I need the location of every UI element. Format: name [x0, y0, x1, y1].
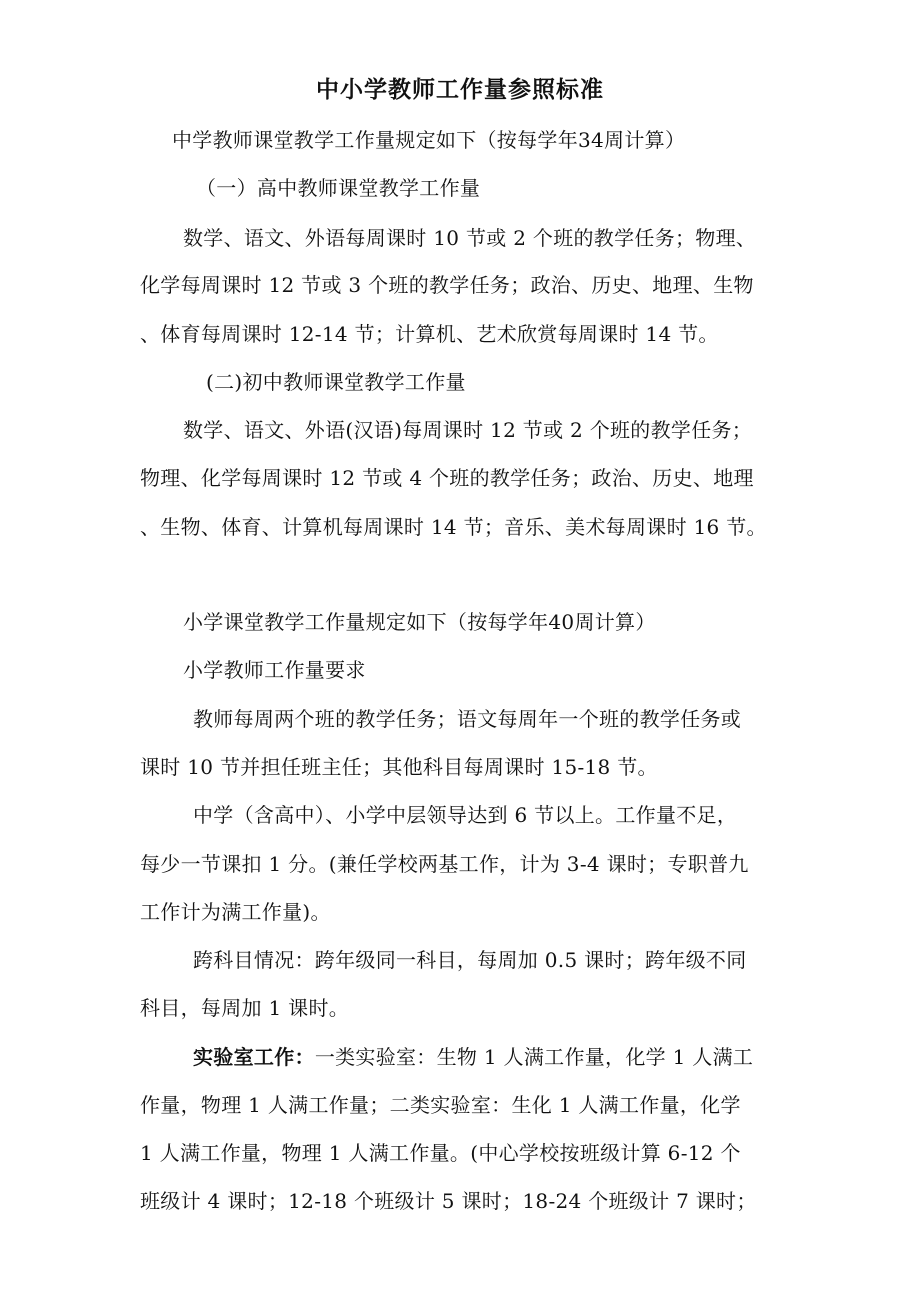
junior-school-line-3: 、生物、体育、计算机每周课时 14 节；音乐、美术每周课时 16 节。: [140, 515, 767, 539]
high-school-line-2: 化学每周课时 12 节或 3 个班的教学任务；政治、历史、地理、生物: [140, 273, 754, 297]
primary-school-heading: 小学教师工作量要求: [183, 658, 366, 682]
middle-school-intro: 中学教师课堂教学工作量规定如下（按每学年34周计算）: [172, 128, 686, 152]
junior-school-line-1: 数学、语文、外语(汉语)每周课时 12 节或 2 个班的教学任务；: [183, 418, 753, 442]
lab-line-3: 1 人满工作量，物理 1 人满工作量。(中心学校按班级计算 6-12 个: [140, 1141, 741, 1165]
leaders-line-3: 工作计为满工作量)。: [140, 900, 331, 924]
primary-school-intro: 小学课堂教学工作量规定如下（按每学年40周计算）: [183, 610, 656, 634]
document-title: 中小学教师工作量参照标准: [316, 77, 604, 103]
primary-school-line-1: 教师每周两个班的教学任务；语文每周年一个班的教学任务或: [193, 707, 742, 731]
junior-school-heading: (二)初中教师课堂教学工作量: [206, 370, 466, 394]
lab-line-2: 作量，物理 1 人满工作量；二类实验室：生化 1 人满工作量，化学: [140, 1093, 741, 1117]
high-school-heading: （一）高中教师课堂教学工作量: [196, 176, 481, 200]
lab-line-1-text: 一类实验室：生物 1 人满工作量，化学 1 人满工: [314, 1045, 754, 1069]
primary-school-line-2: 课时 10 节并担任班主任；其他科目每周课时 15-18 节。: [140, 755, 658, 779]
high-school-line-1: 数学、语文、外语每周课时 10 节或 2 个班的教学任务；物理、: [183, 226, 757, 250]
junior-school-line-2: 物理、化学每周课时 12 节或 4 个班的教学任务；政治、历史、地理: [140, 466, 754, 490]
cross-subject-line-1: 跨科目情况：跨年级同一科目，每周加 0.5 课时；跨年级不同: [193, 948, 747, 972]
lab-label: 实验室工作：: [193, 1045, 315, 1069]
lab-line-1: [193, 1045, 753, 1069]
high-school-line-3: 、体育每周课时 12-14 节；计算机、艺术欣赏每周课时 14 节。: [140, 322, 719, 346]
cross-subject-line-2: 科目，每周加 1 课时。: [140, 996, 350, 1020]
lab-line-4: 班级计 4 课时；12-18 个班级计 5 课时；18-24 个班级计 7 课时；: [140, 1189, 757, 1213]
leaders-line-2: 每少一节课扣 1 分。(兼任学校两基工作，计为 3-4 课时；专职普九: [140, 852, 749, 876]
leaders-line-1: 中学（含高中）、小学中层领导达到 6 节以上。工作量不足，: [193, 803, 738, 827]
